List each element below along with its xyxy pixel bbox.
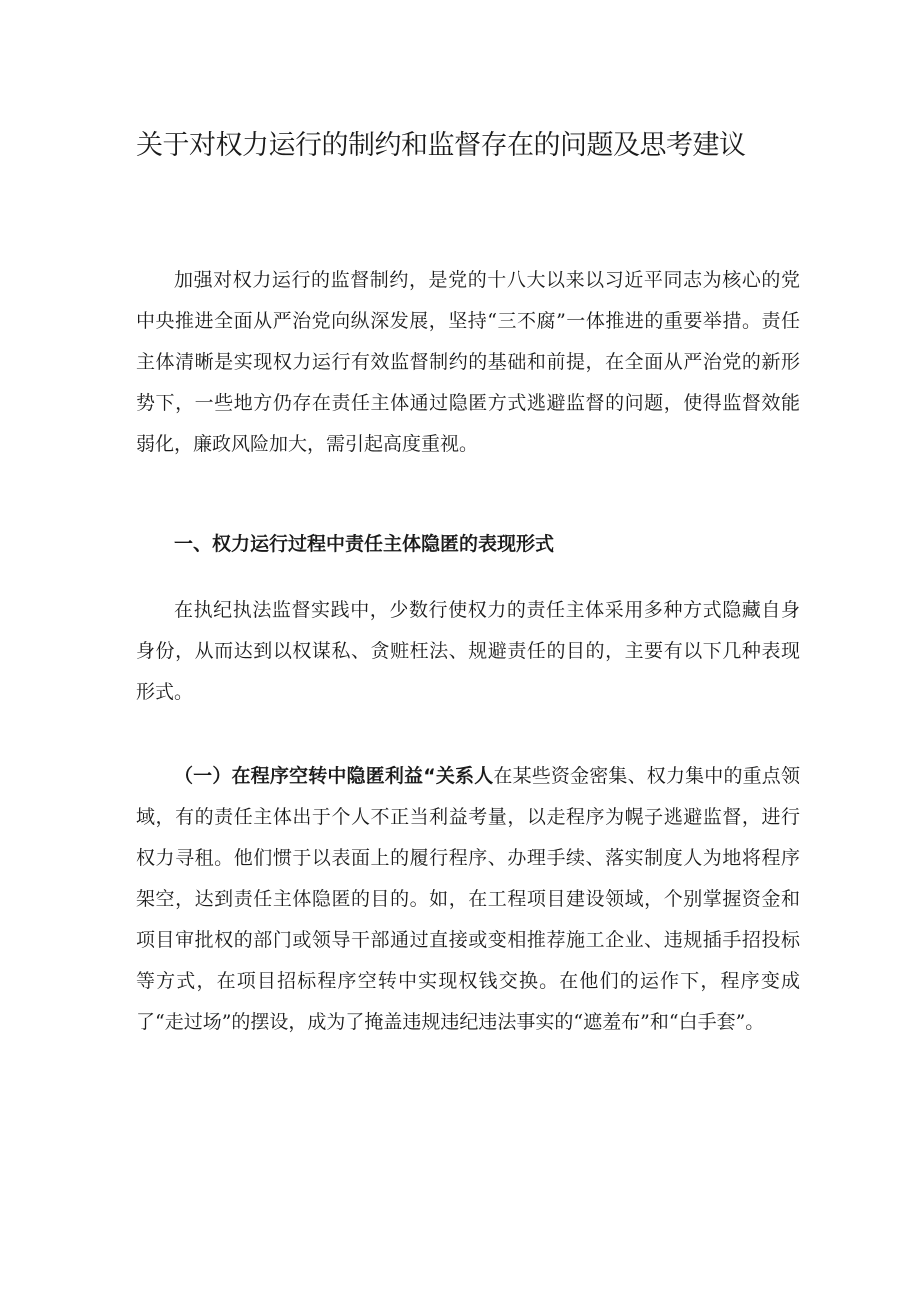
subsection-lead: （一）在程序空转中隐匿利益“关系人 bbox=[174, 765, 494, 787]
subsection-paragraph bbox=[136, 756, 800, 1043]
section-intro-paragraph: 在执纪执法监督实践中，少数行使权力的责任主体采用多种方式隐藏自身身份，从而达到以权谋私、贪赃枉法、规避责任的目的，主要有以下几种表现形式。 bbox=[136, 599, 800, 703]
intro-paragraph: 加强对权力运行的监督制约，是党的十八大以来以习近平同志为核心的党中央推进全面从严治党向纵深发展，坚持“三不腐”一体推进的重要举措。责任主体清晰是实现权力运行有效监督制约的基础和前提，在全面从严治党的新形势下，一些地方仍存在责任主体通过隐匿方式逃避监督的问题，使得监督效能弱化，廉政风险加大，需引起高度重视。 bbox=[136, 269, 800, 455]
subsection-text: 在某些资金密集、权力集中的重点领域，有的责任主体出于个人不正当利益考量，以走程序为幌子逃避监督，进行权力寻租。他们惯于以表面上的履行程序、办理手续、落实制度人为地将程序架空，达到责任主体隐匿的目的。如，在工程项目建设领域，个别掌握资金和项目审批权的部门或领导干部通过直接或变相推荐施工企业、违规插手招投标等方式，在项目招标程序空转中实现权钱交换。在他们的运作下，程序变成了“走过场”的摆设，成为了掩盖违规违纪违法事实的“遮羞布”和“白手套”。 bbox=[136, 765, 800, 1033]
section-heading: 一、权力运行过程中责任主体隐匿的表现形式 bbox=[174, 533, 555, 555]
document-title: 关于对权力运行的制约和监督存在的问题及思考建议 bbox=[136, 130, 746, 161]
